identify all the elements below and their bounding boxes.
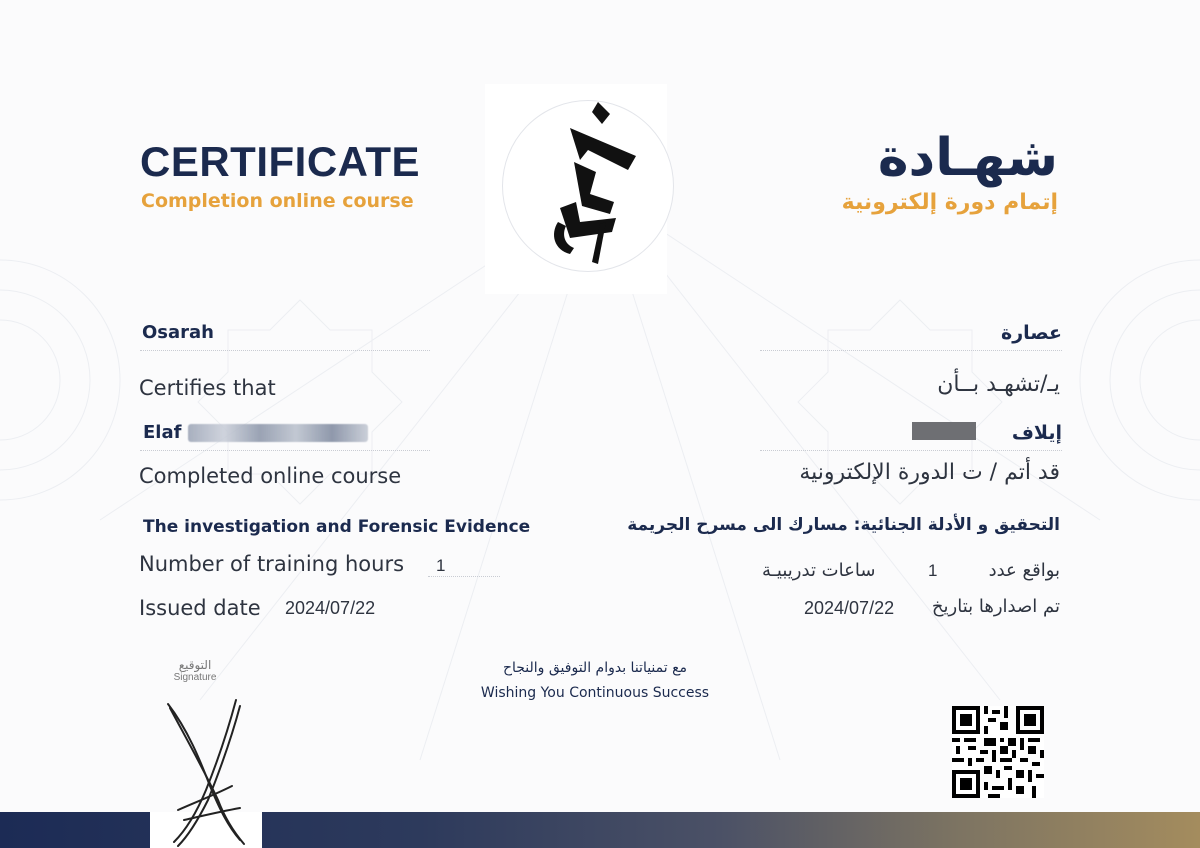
certificate-title-ar: شهـادة bbox=[877, 128, 1058, 188]
wishes-en: Wishing You Continuous Success bbox=[480, 685, 710, 701]
recipient-name-en: Elaf bbox=[143, 422, 182, 443]
issuer-name-ar: عصارة bbox=[1001, 322, 1062, 344]
hours-label-ar-prefix: بواقع عدد bbox=[988, 560, 1060, 581]
issued-date-en: 2024/07/22 bbox=[285, 598, 376, 618]
certifies-label-ar: يـ/تشهـد بــأن bbox=[937, 372, 1060, 397]
divider bbox=[428, 576, 500, 577]
signature-scribble-icon bbox=[148, 690, 268, 848]
signature-label-ar: التوقيع bbox=[178, 658, 212, 672]
divider bbox=[140, 350, 430, 351]
divider bbox=[760, 450, 1062, 451]
certificate-subtitle-ar: إتمام دورة إلكترونية bbox=[841, 190, 1058, 215]
course-title-ar: التحقيق و الأدلة الجنائية: مسارك الى مسرح الجريمة bbox=[627, 515, 1060, 535]
issuer-name-en: Osarah bbox=[142, 322, 214, 343]
calligraphy-logo-icon bbox=[540, 98, 650, 268]
redacted-surname bbox=[912, 422, 976, 440]
redacted-surname bbox=[188, 424, 368, 442]
signature-label-en: Signature bbox=[173, 672, 217, 683]
completed-label-ar: قد أتم / ت الدورة الإلكترونية bbox=[799, 460, 1060, 485]
hours-value-ar: 1 bbox=[928, 561, 938, 580]
recipient-name-ar: إيلاف bbox=[1011, 422, 1062, 444]
divider bbox=[760, 350, 1062, 351]
course-title-en: The investigation and Forensic Evidence bbox=[143, 517, 531, 537]
certificate-title-en: CERTIFICATE bbox=[140, 138, 421, 185]
divider bbox=[140, 450, 430, 451]
certifies-label-en: Certifies that bbox=[139, 376, 276, 400]
qr-code-icon[interactable] bbox=[952, 706, 1044, 798]
completed-label-en: Completed online course bbox=[139, 464, 402, 488]
certificate-subtitle-en: Completion online course bbox=[141, 190, 414, 212]
hours-value-en: 1 bbox=[436, 556, 446, 575]
hours-label-en: Number of training hours bbox=[139, 552, 405, 576]
issued-date-ar: 2024/07/22 bbox=[804, 598, 895, 618]
issued-label-en: Issued date bbox=[139, 596, 261, 620]
wishes-ar: مع تمنياتنا بدوام التوفيق والنجاح bbox=[502, 660, 688, 676]
issued-label-ar: تم اصدارها بتاريخ bbox=[931, 596, 1060, 617]
hours-label-ar-suffix: ساعات تدريبيـة bbox=[762, 560, 876, 581]
